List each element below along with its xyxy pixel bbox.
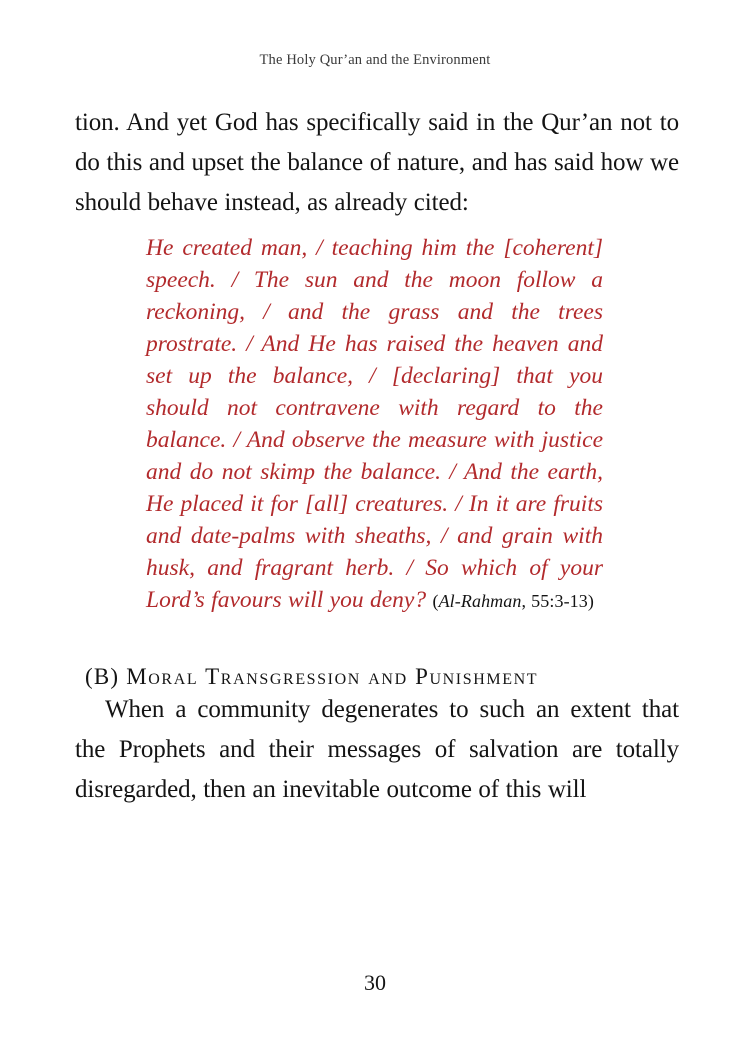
citation-open-paren: ( <box>432 591 439 611</box>
body-paragraph-continued: tion. And yet God has specifically said in the Qur’an not to do this and upset the balance of nature, and has said how we should behave instead, as already cited: <box>75 109 679 216</box>
section-heading <box>75 664 679 690</box>
section-heading-prefix: (B) <box>85 664 127 689</box>
quotation-citation <box>432 591 594 611</box>
running-header: The Holy Qur’an and the Environment <box>259 52 491 68</box>
page-number: 30 <box>364 970 386 995</box>
citation-surah-name: Al-Rahman <box>438 591 522 611</box>
citation-verse-range: , 55:3-13) <box>521 591 594 611</box>
quotation-text: He created man, / teaching him the [coherent] speech. / The sun and the moon follow a reckoning, / and the grass and the trees prostrate. / And He has raised the heaven and set up the balance, / [declaring] that you should not contravene with regard to the balance. / And observe the measure with justice and do not skimp the balance. / And the earth, He placed it for [all] creatures. / In it are fruits and date-palms with sheaths, / and grain with husk, and fragrant herb. / So which of your Lord’s favours will you deny? <box>146 235 603 613</box>
scripture-quotation <box>75 232 679 617</box>
section-heading-title: Moral Transgression and Punishment <box>126 664 539 689</box>
body-paragraph-after-heading: When a community degenerates to such an extent that the Prophets and their messages of salvation are totally disregarded, then an inevitable outcome of this will <box>75 696 679 803</box>
text-column <box>75 103 679 810</box>
